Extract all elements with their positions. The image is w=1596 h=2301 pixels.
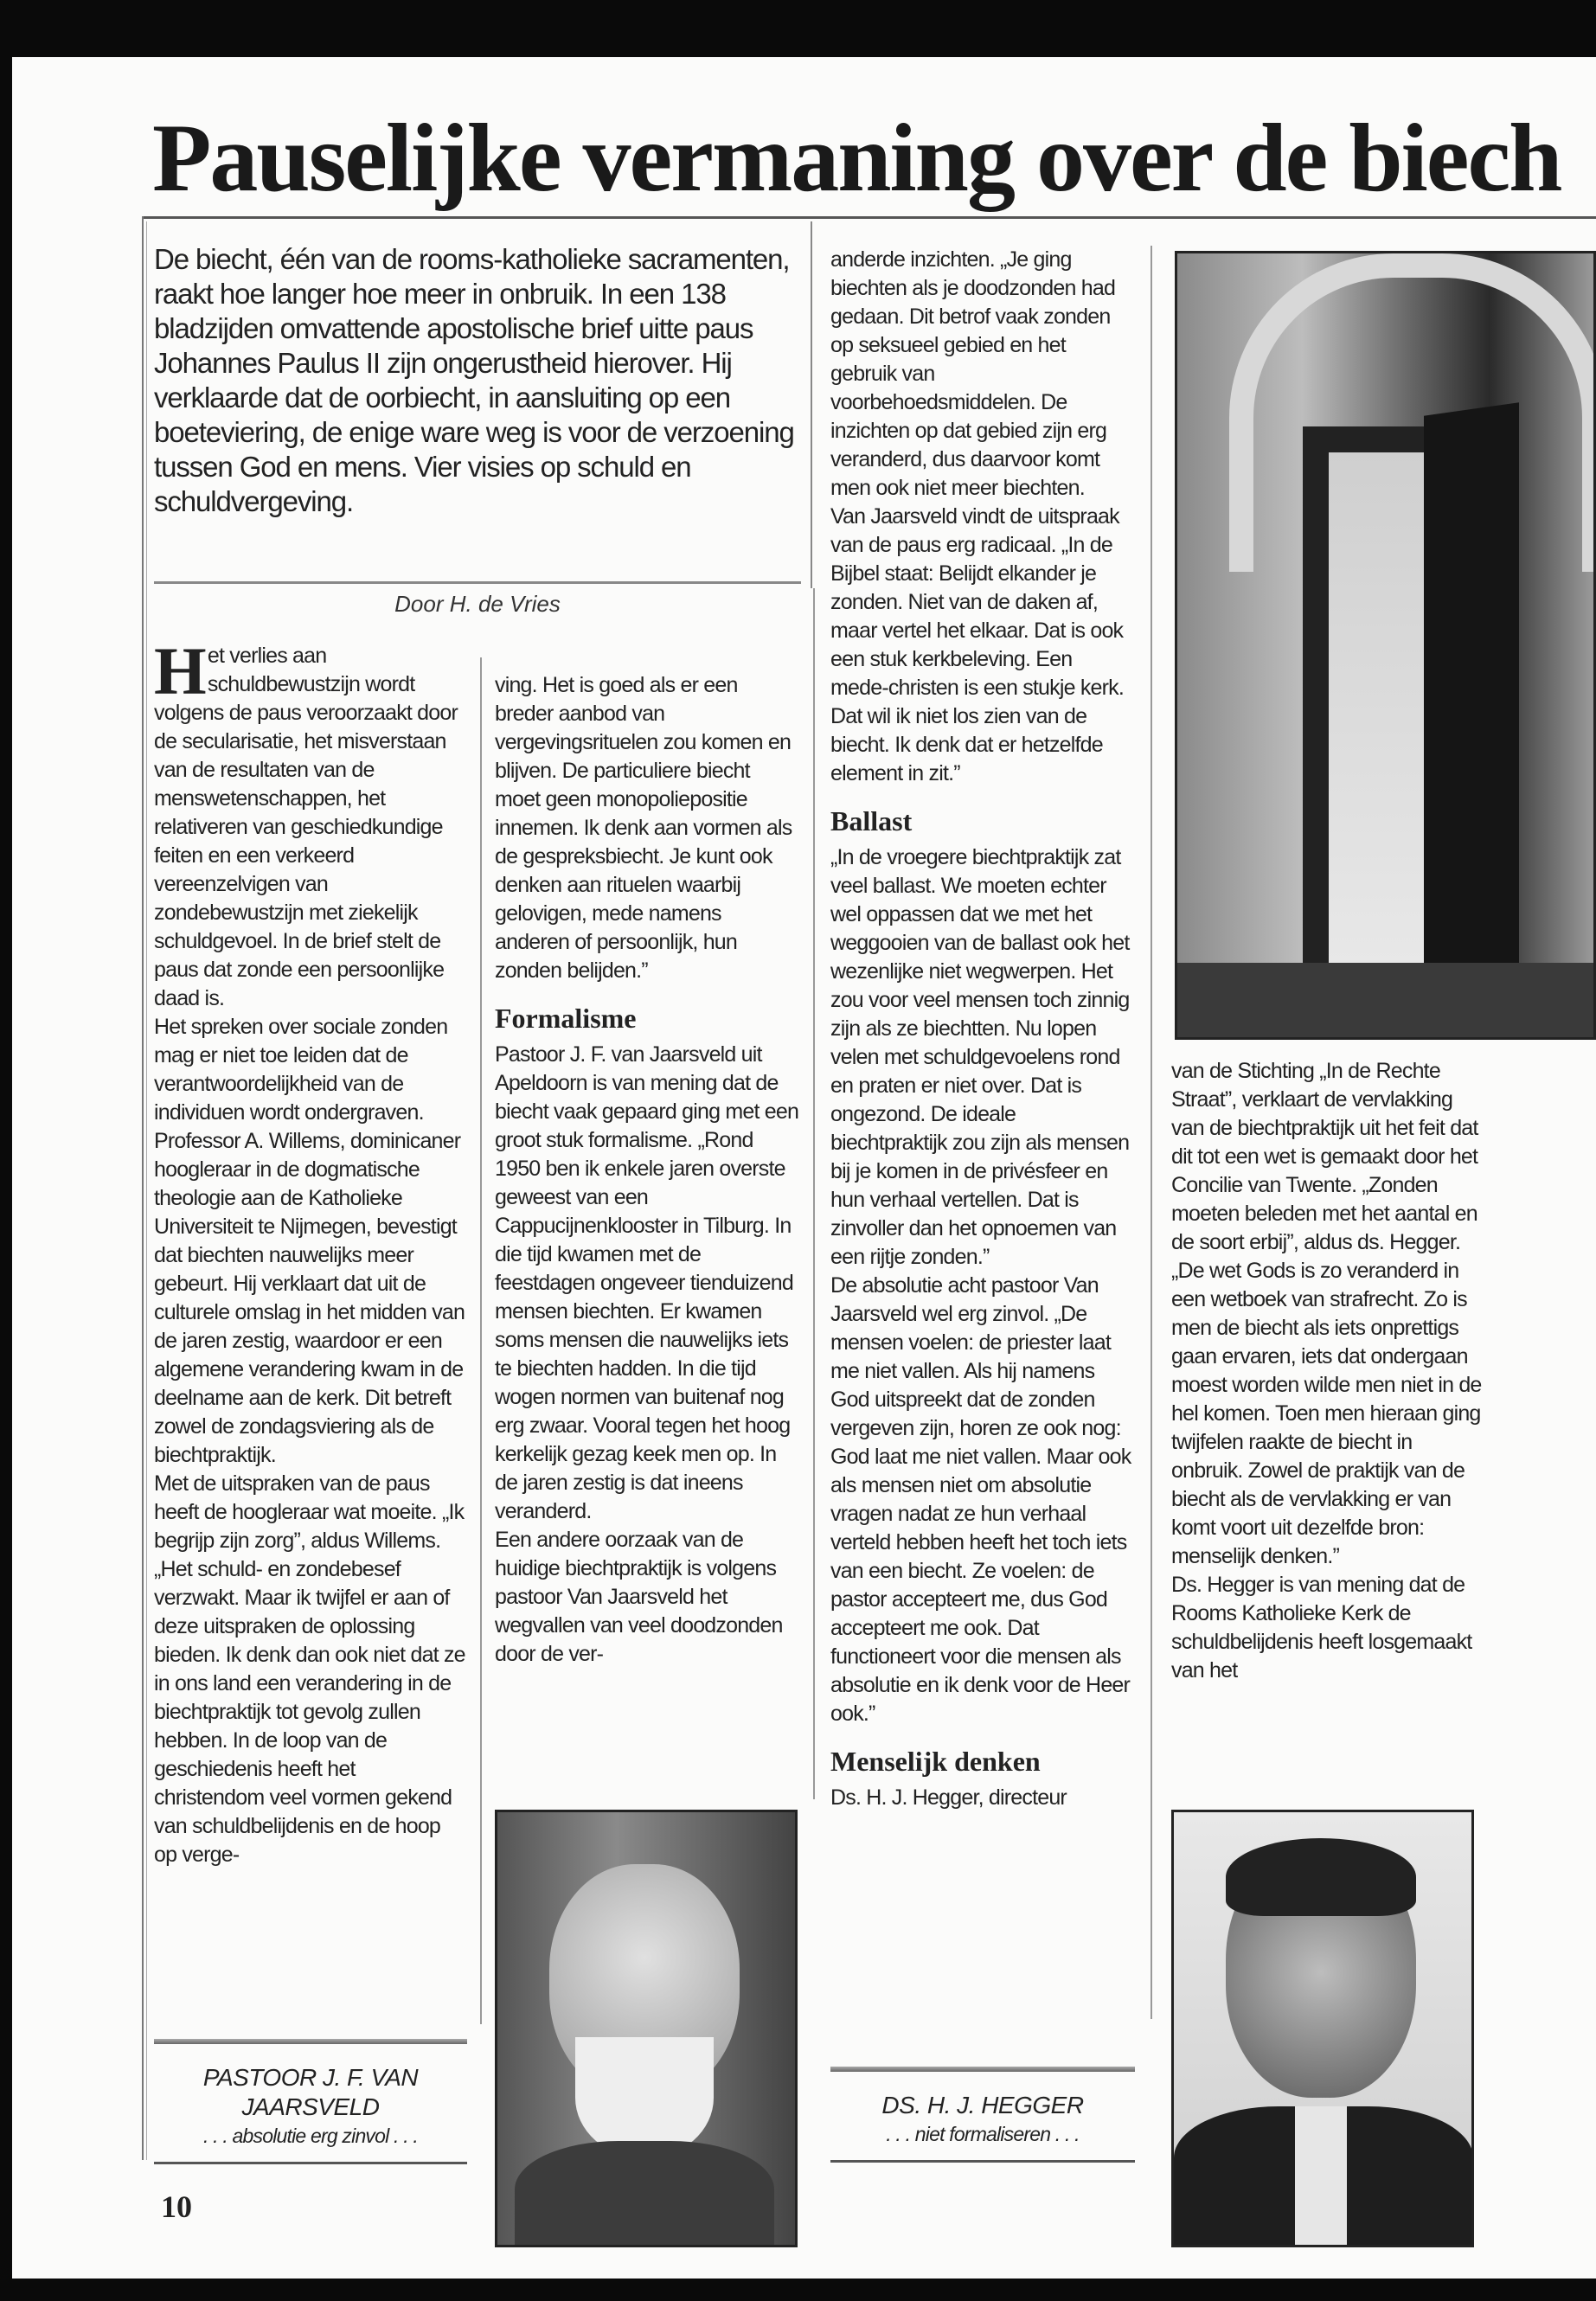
article-column-3 <box>830 246 1135 2163</box>
article-column-4 <box>1171 1057 1484 2247</box>
body-paragraph: Ds. H. J. Hegger, directeur <box>830 1785 1067 1810</box>
caption-van-jaarsveld <box>154 2063 467 2150</box>
scan-top-border <box>0 0 1596 57</box>
subheading-ballast: Ballast <box>830 805 913 836</box>
body-paragraph: anderde inzichten. „Je ging biechten als je doodzonden had gedaan. Dit betrof vaak zonden op seksueel gebied en het gebruik van voorbehoedsmiddelen. De inzichten op dat gebied zijn erg veranderd, dus daarvoor komt men ook niet meer biechten. <box>830 247 1116 500</box>
frame-line <box>142 216 144 2160</box>
subheading-menselijk-denken: Menselijk denken <box>830 1746 1041 1777</box>
portrait-hair <box>1226 1838 1416 1916</box>
caption-rule <box>830 2067 1135 2072</box>
caption-name: DS. H. J. HEGGER <box>881 2092 1084 2118</box>
frame-bottom-rule <box>154 2162 467 2164</box>
article-column-2 <box>495 671 799 2247</box>
article-column-1 <box>154 633 467 2225</box>
column-divider <box>813 588 815 1799</box>
body-paragraph: Met de uitspraken van de paus heeft de hoogleraar wat moeite. „Ik begrijp zijn zorg”, aldus Willems. „Het schuld- en zondebesef verzwakt. Maar ik twijfel er aan of deze uitspraken de oplossing bieden. Ik denk dan ook niet dat ze in ons land een verandering in de biechtpraktijk tot gevolg zullen hebben. In de loop van de geschiedenis heeft het christendom veel vormen gekend van schuldbelijdenis en de hoop op verge- <box>154 1471 465 1867</box>
frame-bottom-rule <box>830 2160 1135 2163</box>
page-number: 10 <box>161 2189 192 2224</box>
caption-quote: . . . niet formaliseren . . . <box>886 2123 1080 2145</box>
headline: Pauselijke vermaning over de biech <box>152 105 1561 212</box>
column-divider <box>811 221 812 588</box>
column-text <box>1171 1057 1484 1685</box>
byline-rule <box>154 581 801 584</box>
body-paragraph: ving. Het is goed als er een breder aanbod van vergevingsrituelen zou komen en blijven. De particuliere biecht moet geen monopoliepositie innemen. Ik denk aan vormen als de gespreksbiecht. Je kunt ook denken aan rituelen waarbij gelovigen, mede namens anderen of persoonlijk, hun zonden belijden.” <box>495 673 792 983</box>
column-text <box>154 633 467 1869</box>
body-paragraph: Een andere oorzaak van de huidige biechtpraktijk is volgens pastoor Van Jaarsveld het wegvallen van veel doodzonden door de ver- <box>495 1528 783 1666</box>
portrait-shirt <box>1295 2106 1347 2247</box>
photo-pastoor-van-jaarsveld <box>495 1810 798 2247</box>
drop-cap: H <box>154 633 206 708</box>
spacer <box>154 1869 467 2039</box>
spacer <box>1171 1685 1484 1810</box>
paragraph-text: et verlies aan schuldbewustzijn wordt volgens de paus veroorzaakt door de secularisatie, het misverstaan van de resultaten van de menswetenschappen, het relativeren van geschiedkundige feiten en een verkeerd vereenzelvigen van zondebewustzijn met ziekelijk schuldgevoel. In de brief stelt de paus dat zonde een persoonlijke daad is. <box>154 644 458 1010</box>
caption-rule <box>154 2039 467 2044</box>
scan-bottom-border <box>0 2279 1596 2301</box>
body-paragraph: Van Jaarsveld vindt de uitspraak van de paus erg radicaal. „In de Bijbel staat: Belijdt elkander je zonden. Niet van de daken af, maar vertel het elkaar. Dat is ook een stuk kerkbeleving. Een mede-christen is een stukje kerk. Dat wil ik niet los zien van de biecht. Ik denk dat er hetzelfde element in zit.” <box>830 504 1125 785</box>
open-door <box>1424 402 1519 1038</box>
subheading-formalisme: Formalisme <box>495 1003 637 1034</box>
frame-line <box>146 221 147 2160</box>
column-divider <box>480 657 482 2024</box>
body-paragraph: De absolutie acht pastoor Van Jaarsveld wel erg zinvol. „De mensen voelen: de priester laat me niet vallen. Als hij namens God uitspreekt dat de zonden vergeven zijn, horen ze ook nog: God laat me niet vallen. Maar ook als mensen niet om absolutie vragen nadat ze hun verhaal verteld hebben heeft het toch iets van een biecht. Ze voelen: de pastor accepteert me, dus God accepteert me ook. Dat functioneert voor die mensen als absolutie en ik denk voor de Heer ook.” <box>830 1273 1131 1726</box>
body-paragraph: Professor A. Willems, dominicaner hoogleraar in de dogmatische theologie aan de Katholieke Universiteit te Nijmegen, bevestigt dat biechten nauwelijks meer gebeurt. Hij verklaart dat uit de culturele omslag in het midden van de jaren zestig, waardoor er een algemene verandering kwam in de deelname aan de kerk. Dit betreft zowel de zondagsviering als de biechtpraktijk. <box>154 1129 465 1467</box>
column-text <box>830 246 1135 1812</box>
door-opening <box>1329 452 1424 989</box>
body-paragraph: Ds. Hegger is van mening dat de Rooms Katholieke Kerk de schuldbelijdenis heeft losgemaakt van het <box>1171 1573 1472 1682</box>
photo-church-doorway <box>1175 251 1596 1040</box>
caption-hegger <box>830 2091 1135 2148</box>
body-paragraph: Pastoor J. F. van Jaarsveld uit Apeldoorn is van mening dat de biecht vaak gepaard ging met een groot stuk formalisme. „Rond 1950 ben ik enkele jaren overste geweest van een Cappucijnenklooster in Tilburg. In die tijd kwamen met de feestdagen ongeveer tienduizend mensen biechten. Er kwamen soms mensen die nauwelijks iets te biechten hadden. In die tijd wogen normen van buitenaf nog erg zwaar. Vooral tegen het hoog kerkelijk gezag keek men op. In de jaren zestig is dat ineens veranderd. <box>495 1042 799 1523</box>
byline: Door H. de Vries <box>394 591 561 617</box>
caption-name: PASTOOR J. F. VAN JAARSVELD <box>202 2064 419 2120</box>
body-paragraph: „In de vroegere biechtpraktijk zat veel ballast. We moeten echter wel oppassen dat we met het weggooien van de ballast ook het wezenlijke niet wegwerpen. Het zou voor veel mensen toch zinnig zijn als ze biechtten. Nu lopen velen met schuldgevoelens rond en praten er niet over. Dat is ongezond. De ideale biechtpraktijk zou zijn als mensen bij je komen in de privésfeer en hun verhaal vertellen. Dat is zinvoller dan het opnoemen van een rijtje zonden.” <box>830 845 1130 1269</box>
portrait-jacket <box>515 2141 774 2247</box>
scan-left-border <box>0 0 12 2301</box>
lead-paragraph: De biecht, één van de rooms-katholieke sacramenten, raakt hoe langer hoe meer in onbruik. In een 138 bladzijden omvattende apostolische brief uitte paus Johannes Paulus II zijn ongerustheid hierover. Hij verklaarde dat de oorbiecht, in aansluiting op een boeteviering, de enige ware weg is voor de verzoening tussen God en mens. Vier visies op schuld en schuldvergeving. <box>154 243 794 517</box>
photo-ds-hegger <box>1171 1810 1474 2247</box>
body-paragraph: Het spreken over sociale zonden mag er niet toe leiden dat de verantwoordelijkheid van de individuen wordt ondergraven. <box>154 1015 448 1125</box>
body-paragraph: van de Stichting „In de Rechte Straat”, verklaart de vervlakking van de biechtpraktijk uit het feit dat dit tot een wet is gemaakt door het Concilie van Twente. „Zonden moeten beleden met het aantal en de soort erbij”, aldus ds. Hegger. „De wet Gods is zo veranderd in een wetboek van strafrecht. Zo is men de biecht als iets onprettigs gaan ervaren, iets dat ondergaan moest worden wilde men niet in de hel komen. Toen men hieraan ging twijfelen raakte de biecht in onbruik. Zowel de praktijk van de biecht als de vervlakking er van komt voort uit dezelfde bron: menselijk denken.” <box>1171 1059 1482 1568</box>
column-text <box>495 671 799 1669</box>
floor <box>1177 963 1596 1040</box>
column-divider <box>1151 246 1152 2019</box>
spacer <box>830 1812 1135 2067</box>
headline-rule <box>142 216 1596 219</box>
caption-quote: . . . absolutie erg zinvol . . . <box>203 2125 418 2147</box>
portrait-beard <box>575 2037 714 2158</box>
spacer <box>495 1669 799 1810</box>
body-paragraph <box>154 633 467 1013</box>
